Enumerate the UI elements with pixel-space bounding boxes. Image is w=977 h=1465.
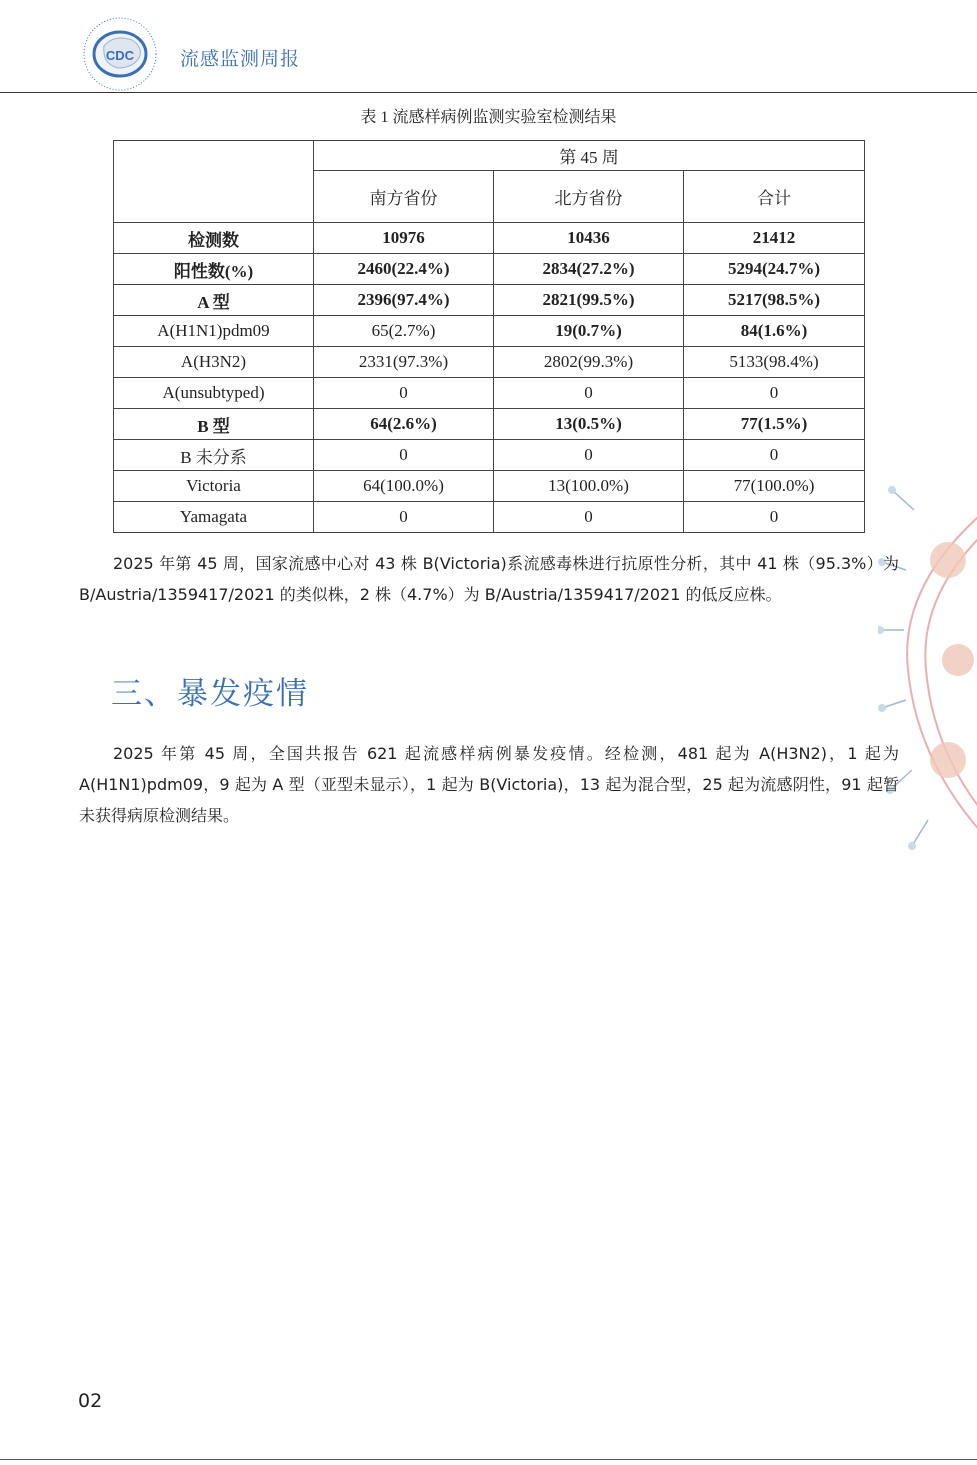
header-divider xyxy=(0,92,977,93)
table-cell: 2396(97.4%) xyxy=(314,285,494,316)
table-cell: 21412 xyxy=(684,223,865,254)
table-row xyxy=(114,316,865,347)
table-cell: 0 xyxy=(684,378,865,409)
column-header-south: 南方省份 xyxy=(314,171,494,223)
table-row xyxy=(114,285,865,316)
row-label: Yamagata xyxy=(114,502,314,533)
table-cell: 64(2.6%) xyxy=(314,409,494,440)
table-cell: 0 xyxy=(314,502,494,533)
table-cell: 77(100.0%) xyxy=(684,471,865,502)
table-cell: 2460(22.4%) xyxy=(314,254,494,285)
week-header: 第 45 周 xyxy=(314,141,865,171)
footer-divider xyxy=(0,1459,977,1460)
table-row xyxy=(114,378,865,409)
table-caption: 表 1 流感样病例监测实验室检测结果 xyxy=(360,109,617,126)
table-cell: 2834(27.2%) xyxy=(494,254,684,285)
table-cell: 0 xyxy=(684,502,865,533)
row-label: Victoria xyxy=(114,471,314,502)
row-label: B 型 xyxy=(114,409,314,440)
table-cell: 13(0.5%) xyxy=(494,409,684,440)
table-cell: 10436 xyxy=(494,223,684,254)
cdc-logo xyxy=(74,10,166,94)
table-cell: 2802(99.3%) xyxy=(494,347,684,378)
table-cell: 84(1.6%) xyxy=(684,316,865,347)
table-cell: 2331(97.3%) xyxy=(314,347,494,378)
outbreak-paragraph: 2025 年第 45 周，全国共报告 621 起流感样病例暴发疫情。经检测，481 起为 A(H3N2)，1 起为 A(H1N1)pdm09，9 起为 A 型（亚型未显示），1 起为 B(Victoria)，13 起为混合型，25 起为流感阴性，91 起暂未获得病原检测结果。 xyxy=(79,744,899,825)
table-row xyxy=(114,254,865,285)
column-header-north: 北方省份 xyxy=(494,171,684,223)
lab-results-table xyxy=(113,140,865,533)
table-cell: 0 xyxy=(494,378,684,409)
table-cell: 0 xyxy=(314,440,494,471)
row-label: 检测数 xyxy=(114,223,314,254)
svg-text:CDC: CDC xyxy=(105,48,135,63)
table-row xyxy=(114,471,865,502)
table-row xyxy=(114,502,865,533)
row-label: A(H3N2) xyxy=(114,347,314,378)
table-row xyxy=(114,223,865,254)
table-cell: 0 xyxy=(684,440,865,471)
table-corner-cell xyxy=(114,141,314,223)
antigenic-analysis-paragraph: 2025 年第 45 周，国家流感中心对 43 株 B(Victoria)系流感毒株进行抗原性分析，其中 41 株（95.3%）为 B/Austria/1359417/2021 的类似株，2 株（4.7%）为 B/Austria/1359417/2021 的低反应株。 xyxy=(79,554,899,604)
table-cell: 5294(24.7%) xyxy=(684,254,865,285)
table-cell: 2821(99.5%) xyxy=(494,285,684,316)
table-cell: 77(1.5%) xyxy=(684,409,865,440)
row-label: A(H1N1)pdm09 xyxy=(114,316,314,347)
table-cell: 19(0.7%) xyxy=(494,316,684,347)
section-heading: 三、暴发疫情 xyxy=(111,676,309,712)
column-header-total: 合计 xyxy=(684,171,865,223)
row-label: B 未分系 xyxy=(114,440,314,471)
table-cell: 0 xyxy=(314,378,494,409)
table-cell: 13(100.0%) xyxy=(494,471,684,502)
table-cell: 64(100.0%) xyxy=(314,471,494,502)
table-cell: 65(2.7%) xyxy=(314,316,494,347)
table-cell: 0 xyxy=(494,440,684,471)
row-label: A 型 xyxy=(114,285,314,316)
page-header xyxy=(0,0,977,94)
table-cell: 5217(98.5%) xyxy=(684,285,865,316)
publication-title: 流感监测周报 xyxy=(180,48,301,70)
row-label: 阳性数(%) xyxy=(114,254,314,285)
table-cell: 0 xyxy=(494,502,684,533)
table-cell: 5133(98.4%) xyxy=(684,347,865,378)
table-row xyxy=(114,440,865,471)
table-row xyxy=(114,409,865,440)
table-cell: 10976 xyxy=(314,223,494,254)
row-label: A(unsubtyped) xyxy=(114,378,314,409)
table-row xyxy=(114,347,865,378)
page-number: 02 xyxy=(78,1390,103,1412)
